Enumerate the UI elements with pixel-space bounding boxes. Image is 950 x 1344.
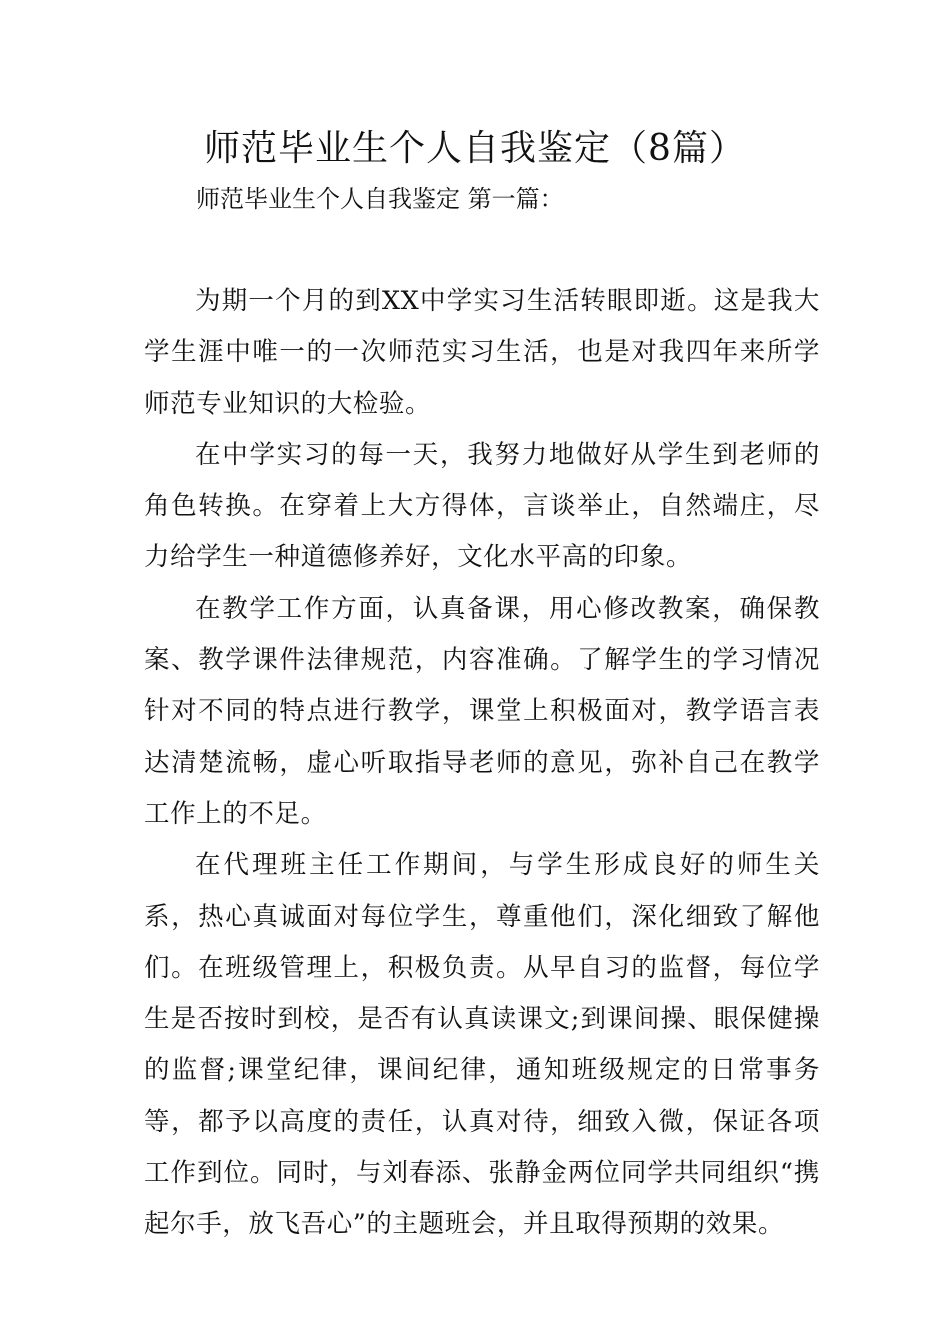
paragraph: 在中学实习的每一天，我努力地做好从学生到老师的角色转换。在穿着上大方得体，言谈举止，自然端庄，尽力给学生一种道德修养好，文化水平高的印象。 [144, 439, 820, 573]
paragraph: 在代理班主任工作期间，与学生形成良好的师生关系，热心真诚面对每位学生，尊重他们，深化细致了解他们。在班级管理上，积极负责。从早自习的监督，每位学生是否按时到校，是否有认真读课文;到课间操、眼保健操的监督;课堂纪律，课间纪律，通知班级规定的日常事务等，都予以高度的责任，认真对待，细致入微，保证各项工作到位。同时，与刘春添、张静金两位同学共同组织“携起尔手，放飞吾心”的主题班会，并且取得预期的效果。 [144, 850, 820, 1240]
section-subtitle: 师范毕业生个人自我鉴定 第一篇： [196, 185, 564, 213]
paragraph: 在教学工作方面，认真备课，用心修改教案，确保教案、教学课件法律规范，内容准确。了解学生的学习情况针对不同的特点进行教学，课堂上积极面对，教学语言表达清楚流畅，虚心听取指导老师的意见，弥补自己在教学工作上的不足。 [144, 593, 820, 829]
paragraph: 为期一个月的到XX中学实习生活转眼即逝。这是我大学生涯中唯一的一次师范实习生活，也是对我四年来所学师范专业知识的大检验。 [144, 286, 820, 419]
document-body [144, 276, 820, 1251]
document-title: 师范毕业生个人自我鉴定（8篇） [204, 128, 746, 169]
